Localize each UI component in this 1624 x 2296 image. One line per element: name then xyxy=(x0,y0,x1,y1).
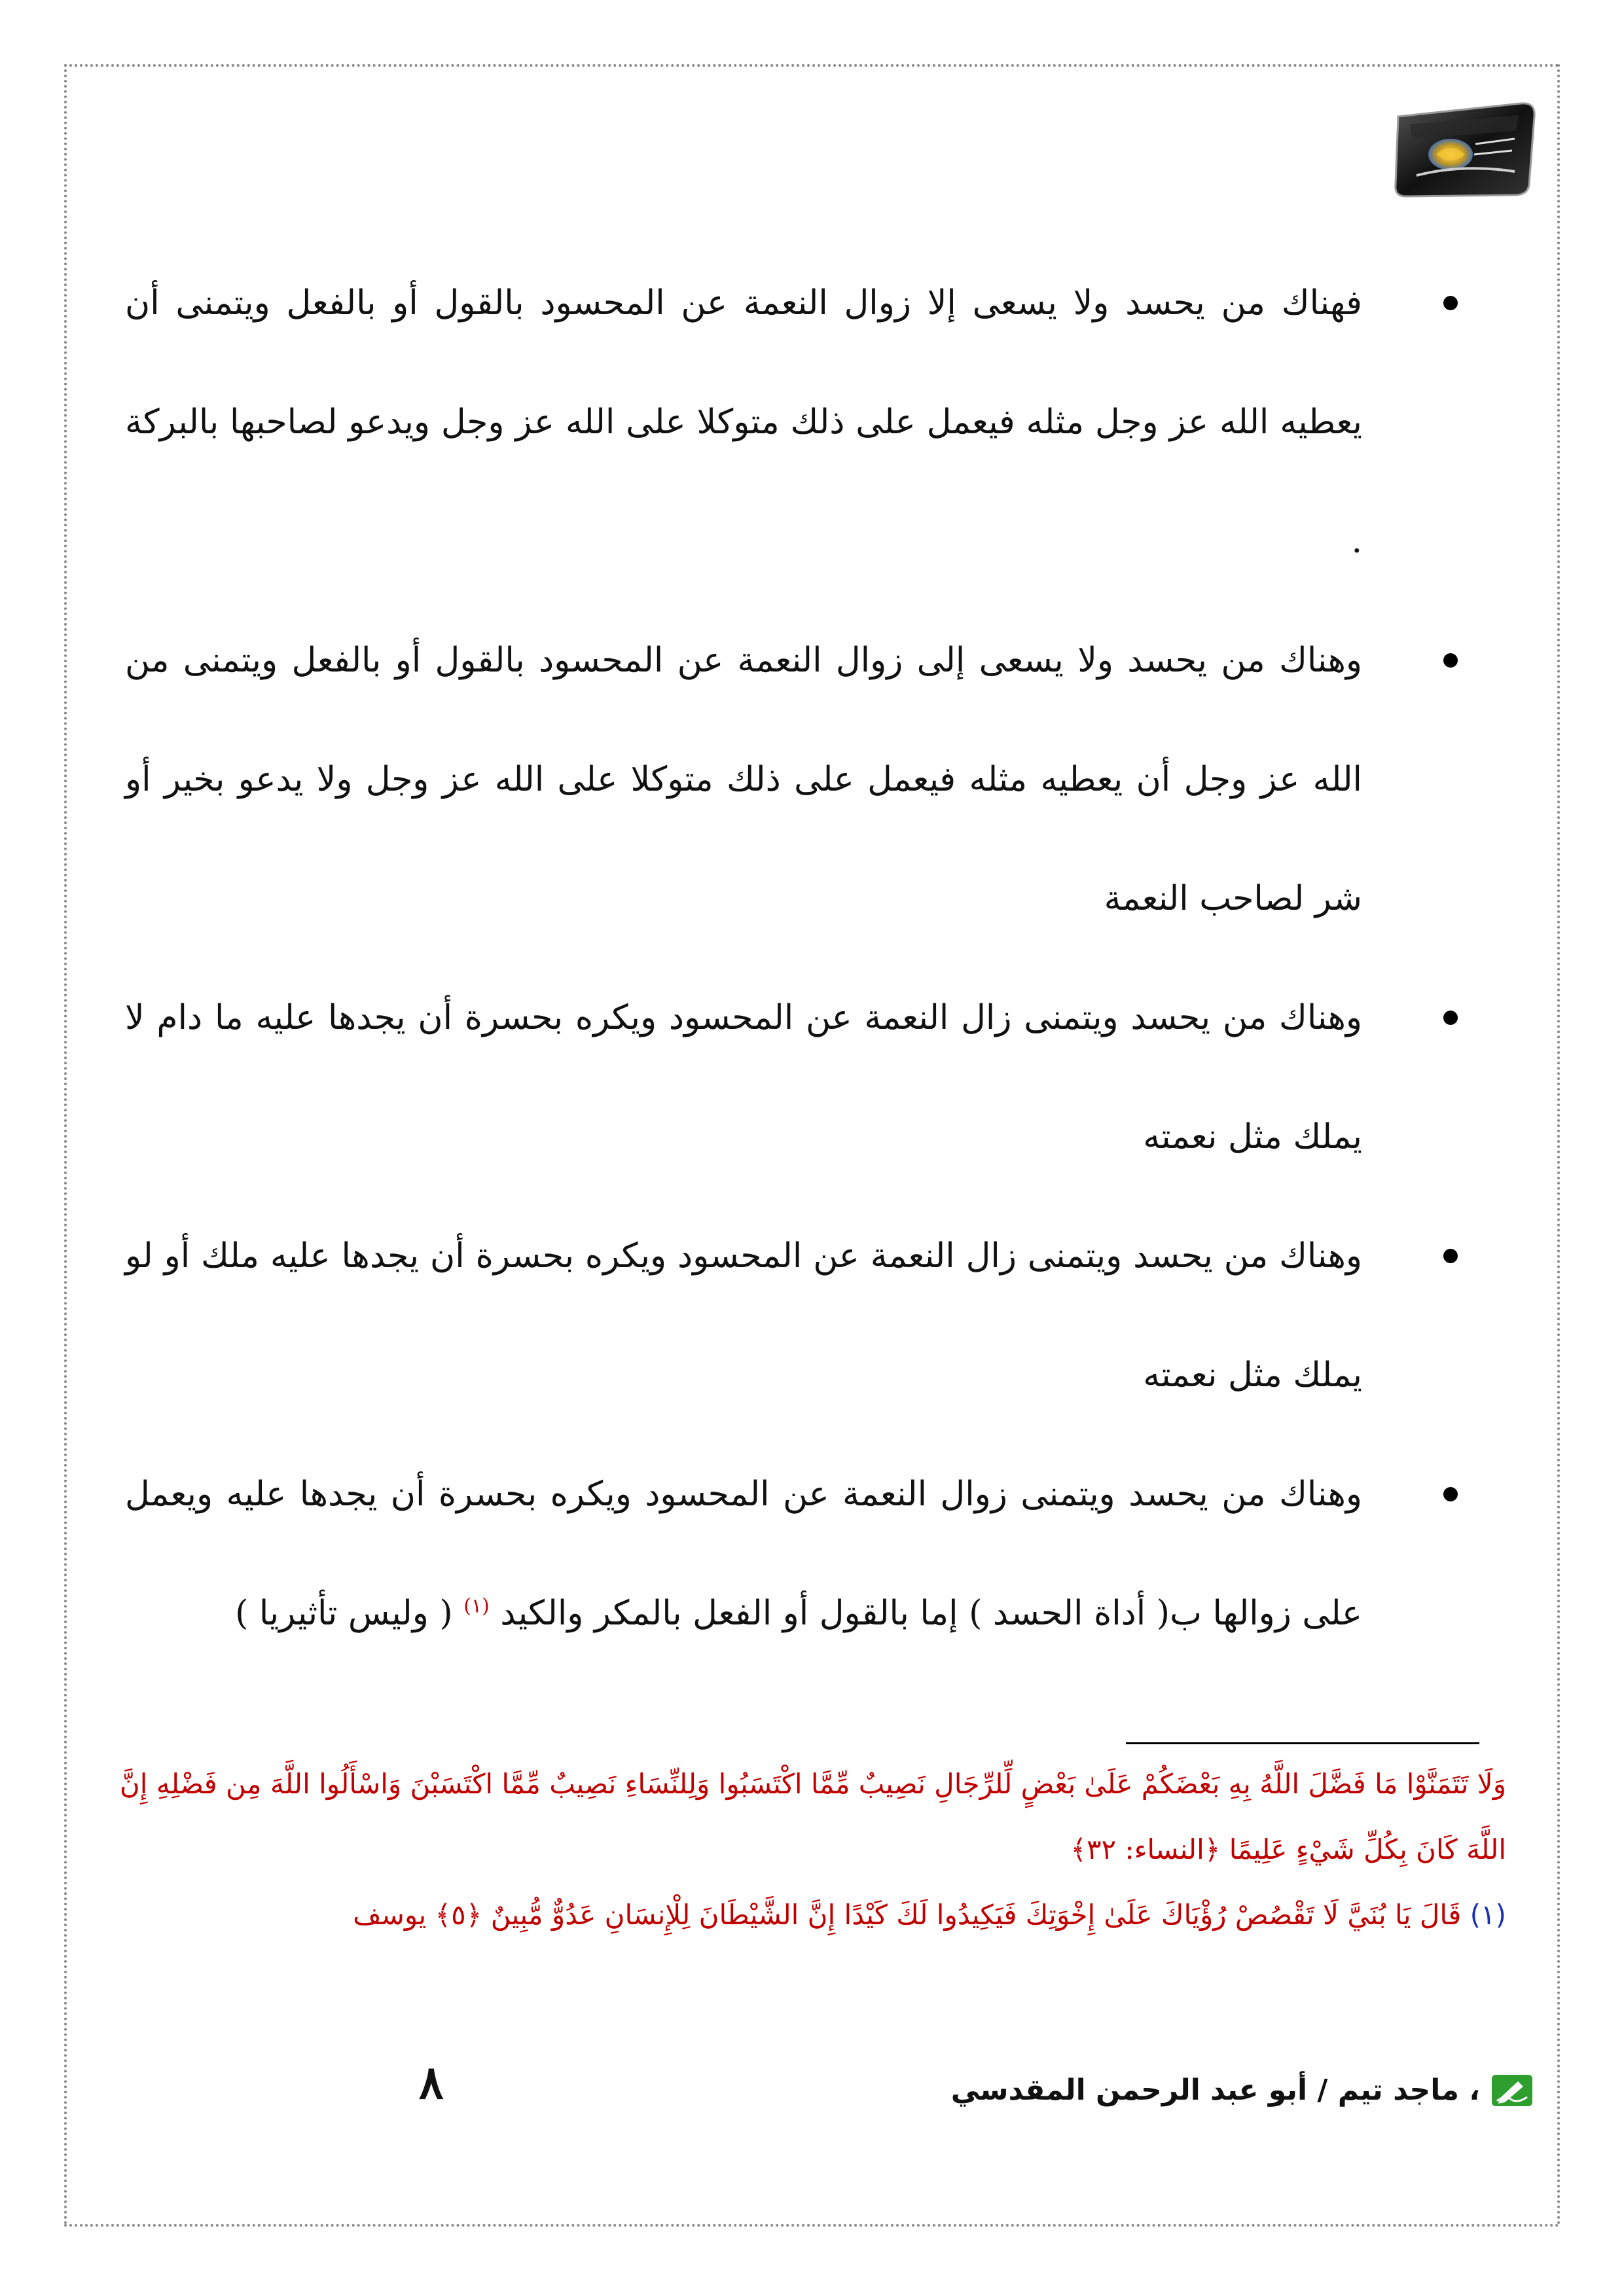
footnote-text: قَالَ يَا بُنَيَّ لَا تَقْصُصْ رُؤْيَاكَ عَلَىٰ إِخْوَتِكَ فَيَكِيدُوا لَكَ كَيْدًا إِنَّ الشَّيْطَانَ لِلْإِنسَانِ عَدُوٌّ مُّبِينٌ ﴿٥﴾ يوسف xyxy=(353,1899,1462,1931)
bullet-text-tail: ( وليس تأثيريا ) xyxy=(235,1594,453,1633)
author-name: ، ماجد تيم / أبو عبد الرحمن المقدسي xyxy=(950,2073,1480,2107)
page-number: ٨ xyxy=(419,2055,444,2109)
bullet-dot-icon xyxy=(1443,1249,1458,1263)
writing-hand-icon xyxy=(1492,2075,1532,2106)
bullet-text: فهناك من يحسد ولا يسعى إلا زوال النعمة عن المحسود بالقول أو بالفعل ويتمنى أن يعطيه الله عز وجل مثله فيعمل على ذلك متوكلا على الله عز وجل ويدعو لصاحبها بالبركة . xyxy=(125,283,1362,561)
footnote-item xyxy=(118,1751,1506,1882)
bullet-dot-icon xyxy=(1443,653,1458,668)
footnote-separator xyxy=(1126,1742,1479,1744)
list-item xyxy=(125,1196,1428,1435)
bullet-text: وهناك من يحسد ولا يسعى إلى زوال النعمة عن المحسود بالقول أو بالفعل ويتمنى من الله عز وجل أن يعطيه مثله فيعمل على ذلك متوكلا على الله عز وجل ولا يدعو بخير أو شر لصاحب النعمة xyxy=(125,641,1362,918)
list-item xyxy=(125,1435,1428,1673)
list-item xyxy=(125,243,1428,601)
bullet-text: وهناك من يحسد ويتمنى زال النعمة عن المحسود ويكره بحسرة أن يجدها عليه ما دام لا يملك مثل نعمته xyxy=(125,998,1362,1157)
list-item xyxy=(125,958,1428,1196)
author-signature xyxy=(951,2073,1532,2107)
bullet-text: وهناك من يحسد ويتمنى زال النعمة عن المحسود ويكره بحسرة أن يجدها عليه ملك أو لو يملك مثل نعمته xyxy=(125,1236,1362,1395)
bullet-dot-icon xyxy=(1443,296,1458,310)
footnote-item xyxy=(118,1882,1506,1948)
footnote-text: وَلَا تَتَمَنَّوْا مَا فَضَّلَ اللَّهُ بِهِ بَعْضَكُمْ عَلَىٰ بَعْضٍ لِّلرِّجَالِ نَصِيبٌ مِّمَّا اكْتَسَبُوا وَلِلنِّسَاءِ نَصِيبٌ مِّمَّا اكْتَسَبْنَ وَاسْأَلُوا اللَّهَ مِن فَضْلِهِ إِنَّ اللَّهَ كَانَ بِكُلِّ شَيْءٍ عَلِيمًا ﴿النساء: ٣٢﴾ xyxy=(119,1768,1506,1865)
bullet-list xyxy=(125,243,1428,1673)
list-item xyxy=(125,601,1428,958)
emblem-logo-icon xyxy=(1390,98,1541,203)
bullet-dot-icon xyxy=(1443,1011,1458,1025)
footnote-number: (١) xyxy=(1470,1899,1506,1931)
footnote-reference[interactable]: (١) xyxy=(463,1594,490,1618)
footnotes xyxy=(118,1751,1506,1948)
bullet-text: وهناك من يحسد ويتمنى زوال النعمة عن المحسود ويكره بحسرة أن يجدها عليه ويعمل على زوالها ب( أداة الحسد ) إما بالقول أو الفعل بالمكر والكيد xyxy=(125,1475,1363,1633)
bullet-dot-icon xyxy=(1443,1487,1458,1501)
